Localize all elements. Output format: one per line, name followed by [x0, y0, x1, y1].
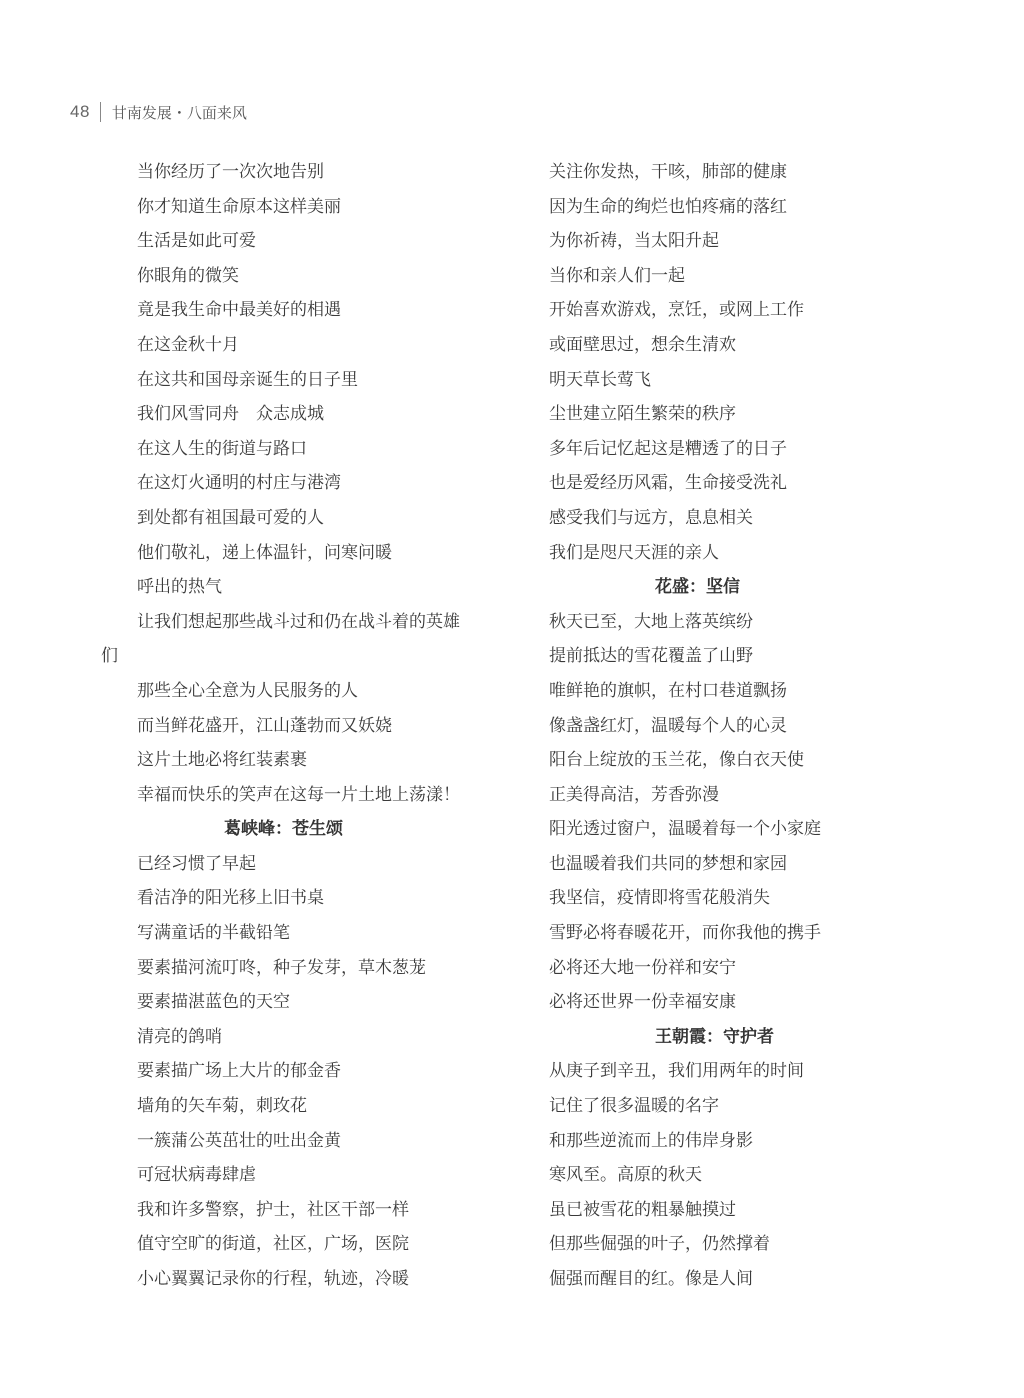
- poem-line: 当你和亲人们一起: [549, 265, 685, 286]
- poem-line: 阳台上绽放的玉兰花，像白衣天使: [549, 750, 804, 771]
- poem-line: 和那些逆流而上的伟岸身影: [549, 1130, 753, 1151]
- poem-line: 那些全心全意为人民服务的人: [137, 680, 358, 701]
- poem-line: 明天草长莺飞: [549, 369, 651, 390]
- poem-line: 雪野必将春暖花开，而你我他的携手: [549, 923, 821, 944]
- poem-line: 可冠状病毒肆虐: [137, 1165, 256, 1186]
- poem-line: 从庚子到辛丑，我们用两年的时间: [549, 1061, 804, 1082]
- poem-heading: 花盛：坚信: [655, 577, 740, 598]
- poem-line: 感受我们与远方，息息相关: [549, 507, 753, 528]
- poem-line: 墙角的矢车菊，刺玫花: [137, 1096, 307, 1117]
- poem-line: 清亮的鸽哨: [137, 1026, 222, 1047]
- poem-line: 在这金秋十月: [137, 334, 239, 355]
- poem-line: 我们风雪同舟 众志成城: [137, 404, 324, 425]
- poem-line: 阳光透过窗户，温暖着每一个小家庭: [549, 819, 821, 840]
- poem-line: 但那些倔强的叶子，仍然撑着: [549, 1234, 770, 1255]
- poem-line: 你才知道生命原本这样美丽: [137, 196, 341, 217]
- poem-line: 虽已被雪花的粗暴触摸过: [549, 1199, 736, 1220]
- poem-line: 唯鲜艳的旗帜，在村口巷道飘扬: [549, 680, 787, 701]
- poem-line: 到处都有祖国最可爱的人: [137, 507, 324, 528]
- poem-line: 要素描湛蓝色的天空: [137, 992, 290, 1013]
- poem-line: 像盏盏红灯，温暖每个人的心灵: [549, 715, 787, 736]
- poem-line: 也温暖着我们共同的梦想和家园: [549, 853, 787, 874]
- poem-line: 当你经历了一次次地告别: [137, 162, 324, 182]
- page-number: 48: [70, 102, 90, 121]
- poem-line: 竟是我生命中最美好的相遇: [137, 300, 341, 321]
- poem-line: 关注你发热，干咳，肺部的健康: [549, 162, 787, 182]
- poem-line: 这片土地必将红装素裹: [137, 750, 307, 771]
- poem-line: 看洁净的阳光移上旧书桌: [137, 888, 324, 909]
- section-title: 甘南发展・八面来风: [111, 103, 247, 122]
- poem-line: 要素描河流叮咚，种子发芽，草木葱茏: [137, 957, 426, 978]
- poem-heading: 王朝霞：守护者: [655, 1026, 774, 1047]
- header-divider: [100, 102, 101, 122]
- page-header: [70, 99, 247, 125]
- poem-line: 倔强而醒目的红。像是人间: [549, 1269, 753, 1289]
- poem-line: 开始喜欢游戏，烹饪，或网上工作: [549, 300, 804, 321]
- poem-line: 因为生命的绚烂也怕疼痛的落红: [549, 196, 787, 217]
- poem-line: 在这灯火通明的村庄与港湾: [137, 473, 341, 494]
- poem-line: 幸福而快乐的笑声在这每一片土地上荡漾！: [137, 784, 460, 805]
- poem-line: 为你祈祷，当太阳升起: [549, 231, 719, 252]
- poem-line: 在这共和国母亲诞生的日子里: [137, 369, 358, 390]
- poem-line: 或面壁思过，想余生清欢: [549, 334, 736, 355]
- poem-line: 寒风至。高原的秋天: [549, 1165, 702, 1186]
- poem-line: 提前抵达的雪花覆盖了山野: [549, 646, 753, 667]
- poem-line: 正美得高洁，芳香弥漫: [549, 784, 719, 805]
- right-column: [549, 155, 849, 1297]
- poem-line: 也是爱经历风霜，生命接受洗礼: [549, 473, 787, 494]
- poem-line: 小心翼翼记录你的行程，轨迹，冷暖: [137, 1269, 409, 1289]
- poem-line: 要素描广场上大片的郁金香: [137, 1061, 341, 1082]
- poem-line: 秋天已至，大地上落英缤纷: [549, 611, 753, 632]
- poem-line: 必将还大地一份祥和安宁: [549, 957, 736, 978]
- poem-line: 已经习惯了早起: [137, 853, 256, 874]
- poem-line: 他们敬礼，递上体温针，问寒问暖: [137, 542, 392, 563]
- left-column: [101, 155, 497, 1297]
- poem-line: 生活是如此可爱: [137, 231, 256, 252]
- poem-line-continuation: 们: [101, 646, 118, 667]
- poem-line: 呼出的热气: [137, 577, 222, 598]
- poem-line: 尘世建立陌生繁荣的秩序: [549, 404, 736, 425]
- poem-line: 在这人生的街道与路口: [137, 438, 307, 459]
- poem-line: 你眼角的微笑: [137, 265, 239, 286]
- poem-heading: 葛峡峰：苍生颂: [224, 819, 343, 840]
- poem-line: 而当鲜花盛开，江山蓬勃而又妖娆: [137, 715, 392, 736]
- poem-line: 让我们想起那些战斗过和仍在战斗着的英雄: [137, 611, 460, 632]
- poem-line: 记住了很多温暖的名字: [549, 1096, 719, 1117]
- poem-line: 必将还世界一份幸福安康: [549, 992, 736, 1013]
- poem-line: 多年后记忆起这是糟透了的日子: [549, 438, 787, 459]
- poem-line: 一簇蒲公英茁壮的吐出金黄: [137, 1130, 341, 1151]
- poem-line: 值守空旷的街道，社区，广场，医院: [137, 1234, 409, 1255]
- poem-line: 写满童话的半截铅笔: [137, 923, 290, 944]
- poem-line: 我们是咫尺天涯的亲人: [549, 542, 719, 563]
- poem-line: 我和许多警察，护士，社区干部一样: [137, 1199, 409, 1220]
- poem-line: 我坚信，疫情即将雪花般消失: [549, 888, 770, 909]
